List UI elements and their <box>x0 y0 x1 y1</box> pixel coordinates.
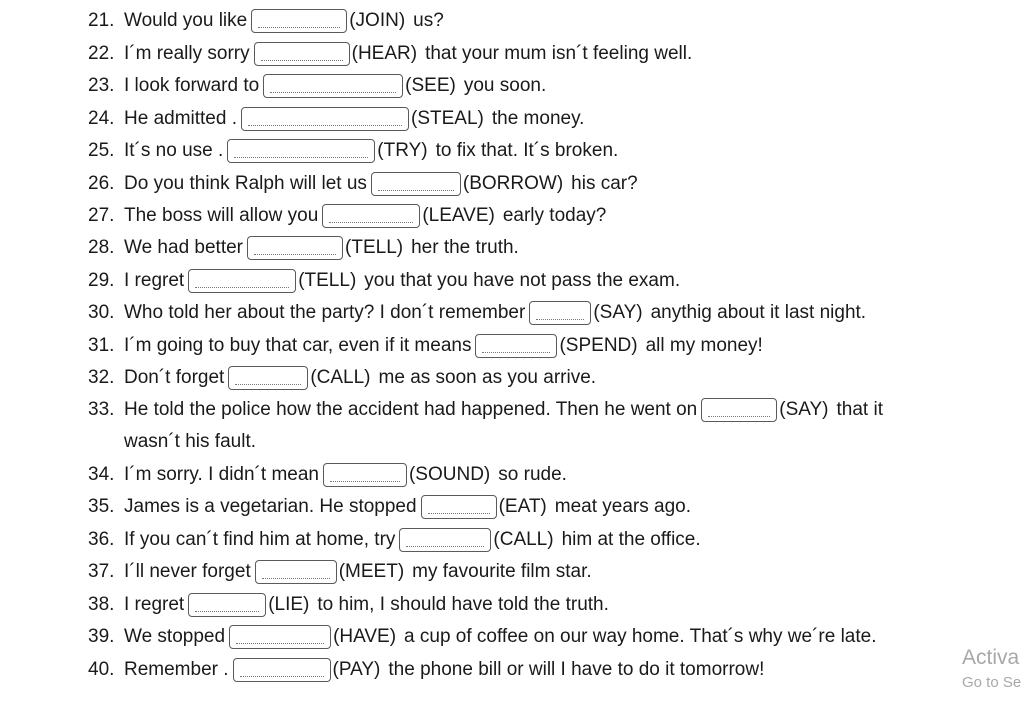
exercise-item-26 <box>88 168 638 200</box>
exercise-item-27 <box>88 200 606 232</box>
item-text-before: If you can´t find him at home, try <box>124 529 396 550</box>
item-number: 29. <box>88 270 115 291</box>
exercise-item-33 <box>88 394 883 426</box>
exercise-item-38 <box>88 589 609 621</box>
verb-hint: (SAY) <box>779 399 829 420</box>
item-text-after: my favourite film star. <box>412 561 592 582</box>
item-number: 30. <box>88 302 115 323</box>
verb-hint: (HEAR) <box>351 43 418 64</box>
item-text-after: us? <box>413 10 444 31</box>
exercise-item-25 <box>88 135 618 167</box>
item-text-before: I´m sorry. I didn´t mean <box>124 464 319 485</box>
item-text-before: We stopped <box>124 626 226 647</box>
answer-blank[interactable] <box>229 625 331 649</box>
item-text-before: The boss will allow you <box>124 205 319 226</box>
item-text-before: James is a vegetarian. He stopped <box>124 496 417 517</box>
verb-hint: (TELL) <box>298 270 357 291</box>
verb-hint: (BORROW) <box>462 173 564 194</box>
verb-hint: (SPEND) <box>559 335 638 356</box>
answer-blank[interactable] <box>421 495 497 519</box>
item-text-after: so rude. <box>498 464 567 485</box>
item-text-before: Don´t forget <box>124 367 225 388</box>
answer-blank[interactable] <box>251 9 347 33</box>
item-number: 40. <box>88 659 115 680</box>
answer-blank[interactable] <box>255 560 337 584</box>
verb-hint: (TELL) <box>345 237 404 258</box>
item-text-after: that it <box>836 399 883 420</box>
item-text-after: all my money! <box>645 335 763 356</box>
item-text-after: meat years ago. <box>554 496 692 517</box>
item-text-before: Do you think Ralph will let us <box>124 173 367 194</box>
exercise-item-31 <box>88 330 763 362</box>
item-text-before: He told the police how the accident had happened. Then he went on <box>124 399 698 420</box>
verb-hint: (HAVE) <box>333 626 397 647</box>
answer-blank[interactable] <box>399 528 491 552</box>
item-number: 26. <box>88 173 115 194</box>
exercise-item-23 <box>88 70 546 102</box>
item-number: 35. <box>88 496 115 517</box>
verb-hint: (PAY) <box>332 659 381 680</box>
verb-hint: (SEE) <box>405 75 456 96</box>
item-text-before: It´s no use . <box>124 140 224 161</box>
verb-hint: (SAY) <box>593 302 643 323</box>
item-number: 38. <box>88 594 115 615</box>
item-text-after: you soon. <box>463 75 547 96</box>
exercise-item-40 <box>88 654 764 686</box>
answer-blank[interactable] <box>701 398 777 422</box>
activation-watermark-line2: Go to Se <box>962 674 1022 691</box>
item-text-after: you that you have not pass the exam. <box>364 270 681 291</box>
item-text-before: Remember . <box>124 659 229 680</box>
answer-blank[interactable] <box>529 301 591 325</box>
answer-blank[interactable] <box>263 74 403 98</box>
item-text-before: I look forward to <box>124 75 260 96</box>
verb-hint: (SOUND) <box>408 464 491 485</box>
answer-blank[interactable] <box>228 366 308 390</box>
item-text-after: her the truth. <box>411 237 519 258</box>
item-text-after: the phone bill or will I have to do it tomorrow! <box>388 659 765 680</box>
verb-hint: (JOIN) <box>349 10 406 31</box>
exercise-item-29 <box>88 265 680 297</box>
item-number: 23. <box>88 75 115 96</box>
item-text-after: him at the office. <box>561 529 701 550</box>
item-number: 22. <box>88 43 115 64</box>
answer-blank[interactable] <box>371 172 461 196</box>
answer-blank[interactable] <box>254 42 350 66</box>
exercise-item-36 <box>88 524 701 556</box>
item-text-after: that your mum isn´t feeling well. <box>425 43 693 64</box>
exercise-item-34 <box>88 459 567 491</box>
item-text-before: I regret <box>124 594 185 615</box>
answer-blank[interactable] <box>233 658 331 682</box>
item-number: 24. <box>88 108 115 129</box>
verb-hint: (LEAVE) <box>422 205 495 226</box>
item-text-after: anythig about it last night. <box>650 302 867 323</box>
exercise-item-22 <box>88 38 692 70</box>
verb-hint: (LIE) <box>268 594 310 615</box>
item-text-after: to him, I should have told the truth. <box>317 594 609 615</box>
item-number: 39. <box>88 626 115 647</box>
item-number: 27. <box>88 205 115 226</box>
item-text-after: a cup of coffee on our way home. That´s why we´re late. <box>404 626 877 647</box>
verb-hint: (CALL) <box>310 367 371 388</box>
answer-blank[interactable] <box>188 593 266 617</box>
item-text-before: I´m going to buy that car, even if it means <box>124 335 472 356</box>
exercise-item-37 <box>88 556 592 588</box>
item-number: 37. <box>88 561 115 582</box>
item-text-before: I regret <box>124 270 185 291</box>
answer-blank[interactable] <box>323 463 407 487</box>
item-text-after: early today? <box>502 205 607 226</box>
verb-hint: (TRY) <box>377 140 428 161</box>
item-text-before: Would you like <box>124 10 248 31</box>
item-text-before: Who told her about the party? I don´t remember <box>124 302 526 323</box>
exercise-item-21 <box>88 5 444 37</box>
item-33-continuation: wasn´t his fault. <box>124 431 256 452</box>
verb-hint: (MEET) <box>338 561 405 582</box>
answer-blank[interactable] <box>188 269 296 293</box>
item-number: 32. <box>88 367 115 388</box>
item-text-before: We had better <box>124 237 244 258</box>
exercise-item-28 <box>88 232 519 264</box>
item-text-before: I´m really sorry <box>124 43 250 64</box>
item-number: 28. <box>88 237 115 258</box>
exercise-item-30 <box>88 297 866 329</box>
activation-watermark-line1: Activa <box>962 646 1020 669</box>
exercise-item-39 <box>88 621 876 653</box>
item-text-after: to fix that. It´s broken. <box>435 140 619 161</box>
item-number: 33. <box>88 399 115 420</box>
answer-blank[interactable] <box>241 107 409 131</box>
answer-blank[interactable] <box>475 334 557 358</box>
answer-blank[interactable] <box>322 204 420 228</box>
answer-blank[interactable] <box>247 236 343 260</box>
item-text-before: He admitted . <box>124 108 237 129</box>
exercise-item-24 <box>88 103 584 135</box>
item-text-after: his car? <box>571 173 638 194</box>
verb-hint: (EAT) <box>498 496 547 517</box>
item-number: 25. <box>88 140 115 161</box>
item-text-before: I´ll never forget <box>124 561 251 582</box>
item-number: 36. <box>88 529 115 550</box>
exercise-item-32 <box>88 362 596 394</box>
item-text-after: me as soon as you arrive. <box>378 367 597 388</box>
answer-blank[interactable] <box>227 139 375 163</box>
verb-hint: (CALL) <box>493 529 554 550</box>
verb-hint: (STEAL) <box>411 108 484 129</box>
exercise-item-35 <box>88 491 691 523</box>
item-text-after: the money. <box>491 108 585 129</box>
item-number: 34. <box>88 464 115 485</box>
item-number: 21. <box>88 10 115 31</box>
item-number: 31. <box>88 335 115 356</box>
